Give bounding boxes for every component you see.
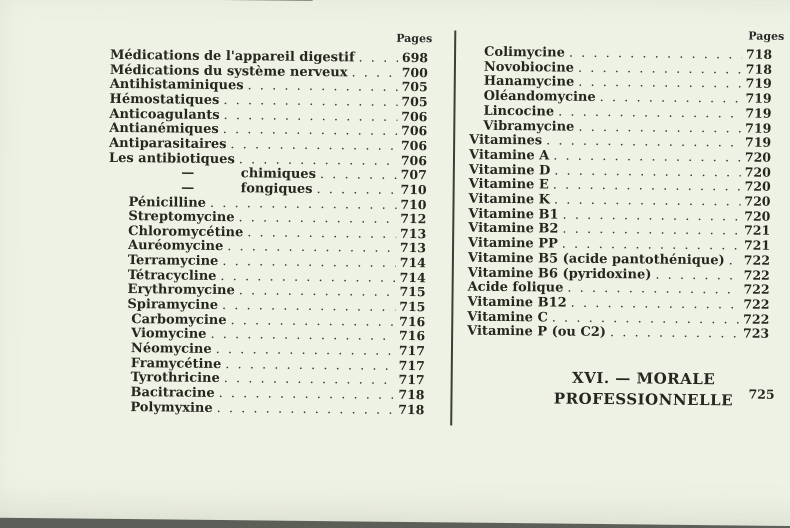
toc-page-number: 718 (398, 401, 425, 417)
toc-entry-label: Streptomycine (128, 209, 235, 226)
toc-entry-label: Les antibiotiques (108, 150, 235, 167)
toc-page-number: 719 (744, 134, 772, 150)
toc-entry-label: Hanamycine (483, 74, 575, 91)
toc-page-number: 716 (398, 328, 426, 344)
toc-page-number: 722 (743, 252, 771, 268)
toc-entry-label: Vitamine D (468, 162, 551, 179)
toc-page-number: 705 (401, 93, 428, 110)
toc-entry-label: Erythromycine (127, 282, 235, 299)
toc-page-number: 719 (745, 75, 772, 92)
toc-entry (130, 399, 424, 417)
toc-page-number: 706 (401, 123, 428, 139)
toc-page-number: 720 (744, 208, 771, 224)
toc-entry-label: Vitamine B12 (467, 294, 567, 311)
toc-entry-label: Tyrothricine (130, 370, 220, 387)
toc-page-number: 720 (744, 149, 772, 165)
toc-entry-label: Chloromycétine (128, 223, 244, 241)
leader-dots (610, 325, 739, 341)
toc-entry-label: Anticoagulants (109, 106, 220, 123)
toc-page-number: 710 (400, 181, 427, 198)
toc-entry-label: Vitamine B1 (468, 206, 559, 223)
toc-page-number: 720 (744, 164, 771, 180)
toc-page-number: 716 (399, 313, 426, 329)
toc-entry-label: Tétracycline (127, 267, 217, 284)
toc-page-number: 718 (398, 386, 425, 403)
toc-entry-label: Vitamines (469, 132, 543, 149)
toc-page-number: 719 (745, 120, 772, 136)
toc-entry-label: Antiparasitaires (109, 135, 227, 152)
toc-page-number: 722 (743, 266, 770, 283)
toc-entry-label: Vitamine B5 (acide pantothénique) (467, 250, 725, 269)
toc-entry-label: Bacitracine (130, 385, 215, 401)
toc-page-number: 717 (398, 357, 425, 373)
toc-entry-label: Médications de l'appareil digestif (109, 47, 355, 66)
toc-entry (467, 323, 769, 341)
toc-entry-label: Viomycine (131, 326, 207, 343)
toc-page-number: 707 (400, 167, 427, 183)
toc-page-number: 718 (745, 61, 773, 77)
toc-page-number: 722 (743, 311, 770, 327)
toc-entry-label: Vitamine K (468, 191, 551, 208)
toc-entry-label: Vitamine P (ou C2) (467, 323, 607, 341)
toc-page-number: 719 (745, 90, 772, 106)
toc-entry-label: Auréomycine (127, 238, 224, 255)
toc-entry-label: Carbomycine (131, 311, 227, 328)
toc-page-number: 705 (401, 79, 428, 95)
toc-page-number: 723 (742, 325, 770, 342)
section-heading-line1: XVI. — MORALE (571, 368, 716, 389)
section-page-number: 725 (748, 386, 775, 402)
toc-entry-label: Médications du système nerveux (109, 62, 348, 80)
leader-dots (217, 401, 395, 418)
toc-entry-label: Spiramycine (127, 297, 219, 314)
toc-page-number: 720 (744, 178, 771, 195)
toc-entry-label: Vitamine B6 (pyridoxine) (467, 265, 652, 283)
toc-entry-label: Antianémiques (109, 121, 219, 138)
toc-page-number: 718 (745, 46, 773, 62)
toc-page-number: 717 (398, 372, 425, 388)
toc-page-number: 715 (399, 298, 426, 315)
pages-heading-right: Pages (748, 29, 785, 43)
toc-page-number: 722 (743, 296, 770, 312)
toc-page-number: 721 (744, 222, 771, 239)
toc-page-number: 710 (400, 196, 427, 212)
toc-entry-text: fongiques (240, 181, 313, 197)
toc-page-number: 720 (744, 193, 771, 209)
toc-entry-text: chimiques (240, 166, 317, 183)
toc-entry-label: Néomycine (130, 341, 212, 357)
toc-entry-label: Vitamine A (468, 147, 550, 164)
toc-page-number: 717 (398, 342, 426, 359)
toc-entry-label: Vitamine PP (468, 235, 558, 252)
column-divider (450, 30, 456, 425)
ditto-dash: — (181, 165, 195, 181)
toc-page-number: 714 (399, 254, 426, 271)
section-heading-line2: PROFESSIONNELLE (553, 389, 734, 410)
toc-page-number: 715 (399, 284, 426, 300)
toc-entry-label: Terramycine (127, 253, 219, 270)
toc-page-number: 700 (401, 64, 428, 80)
toc-page-number: 713 (399, 240, 427, 256)
toc-page-number: 714 (399, 269, 426, 285)
section-heading (538, 367, 748, 411)
toc-entry-label: Colimycine (484, 44, 565, 61)
toc-entry-label: Lincocine (483, 103, 555, 120)
toc-page-number: 706 (400, 152, 428, 168)
toc-page-number: 719 (745, 105, 772, 121)
pages-heading-left: Pages (396, 31, 433, 46)
toc-page-number: 713 (400, 225, 427, 241)
toc-entry-label: Oléandomycine (483, 88, 596, 106)
toc-entry-label: Vibramycine (483, 118, 575, 135)
running-header-fragment (93, 0, 313, 1)
toc-page-number: 706 (401, 108, 428, 124)
toc-entry-label: Vitamine B2 (468, 220, 559, 237)
toc-page-number: 721 (743, 237, 771, 253)
toc-page-number: 706 (400, 137, 428, 154)
toc-entry-label: Acide folique (467, 279, 564, 296)
toc-page-number: 722 (743, 281, 770, 297)
toc-entry-label: Framycétine (130, 355, 222, 372)
toc-entry-label: Antihistaminiques (109, 77, 244, 94)
toc-entry-label: Pénicilline (128, 194, 207, 211)
toc-entry-label: Novobiocine (483, 59, 575, 76)
toc-page-number: 712 (400, 211, 427, 227)
toc-entry-label: Vitamine C (467, 309, 548, 326)
toc-page-number: 698 (401, 49, 429, 66)
ditto-dash: — (181, 180, 195, 196)
toc-entry-label: Vitamine E (468, 176, 549, 193)
toc-entry-label: Polymyxine (130, 399, 213, 416)
toc-entry-label: Hémostatiques (109, 91, 220, 108)
